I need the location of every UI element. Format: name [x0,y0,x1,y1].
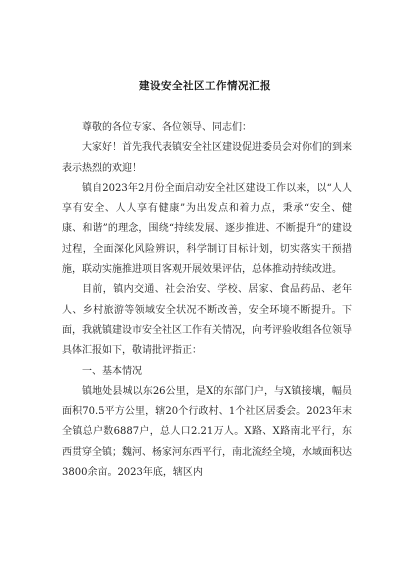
document-body [62,118,352,483]
document-title: 建设安全社区工作情况汇报 [139,80,271,92]
paragraph-status: 目前，镇内交通、社会治安、学校、居家、食品药品、老年人、乡村旅游等领域安全状况不断改善，安全环境不断提升。下面，我就镇建设市安全社区工作有关情况，向考评验收组各位领导具体汇报如下，敬请批评指正： [62,284,352,357]
section-heading: 一、基本情况 [82,365,142,377]
paragraph-welcome: 大家好！首先我代表镇安全社区建设促进委员会对你们的到来表示热烈的欢迎！ [62,142,352,174]
paragraph-basic-info: 镇地处县城以东26公里，是X的东部门户，与X镇接壤，幅员面积70.5平方公里，辖20个行政村、1个社区居委会。2023年末全镇总户数6887户，总人口2.21万人。X路、X路南北平行，东西贯穿全镇；魏河、杨家河东西平行，南北流经全境，水域面积达3800余亩。2023年底，辖区内 [62,385,352,479]
greeting-line: 尊敬的各位专家、各位领导、同志们： [82,122,252,133]
paragraph-overview: 镇自2023年2月份全面启动安全社区建设工作以来，以“人人享有安全、人人享有健康”为出发点和着力点，秉承“安全、健康、和谐”的理念，围绕“持续发展、逐步推进、不断提升”的建设过程，全面深化风险辨识，科学制订目标计划，切实落实干预措施，联动实施推进项目客观开展效果评估，总体推动持续改进。 [62,182,352,276]
